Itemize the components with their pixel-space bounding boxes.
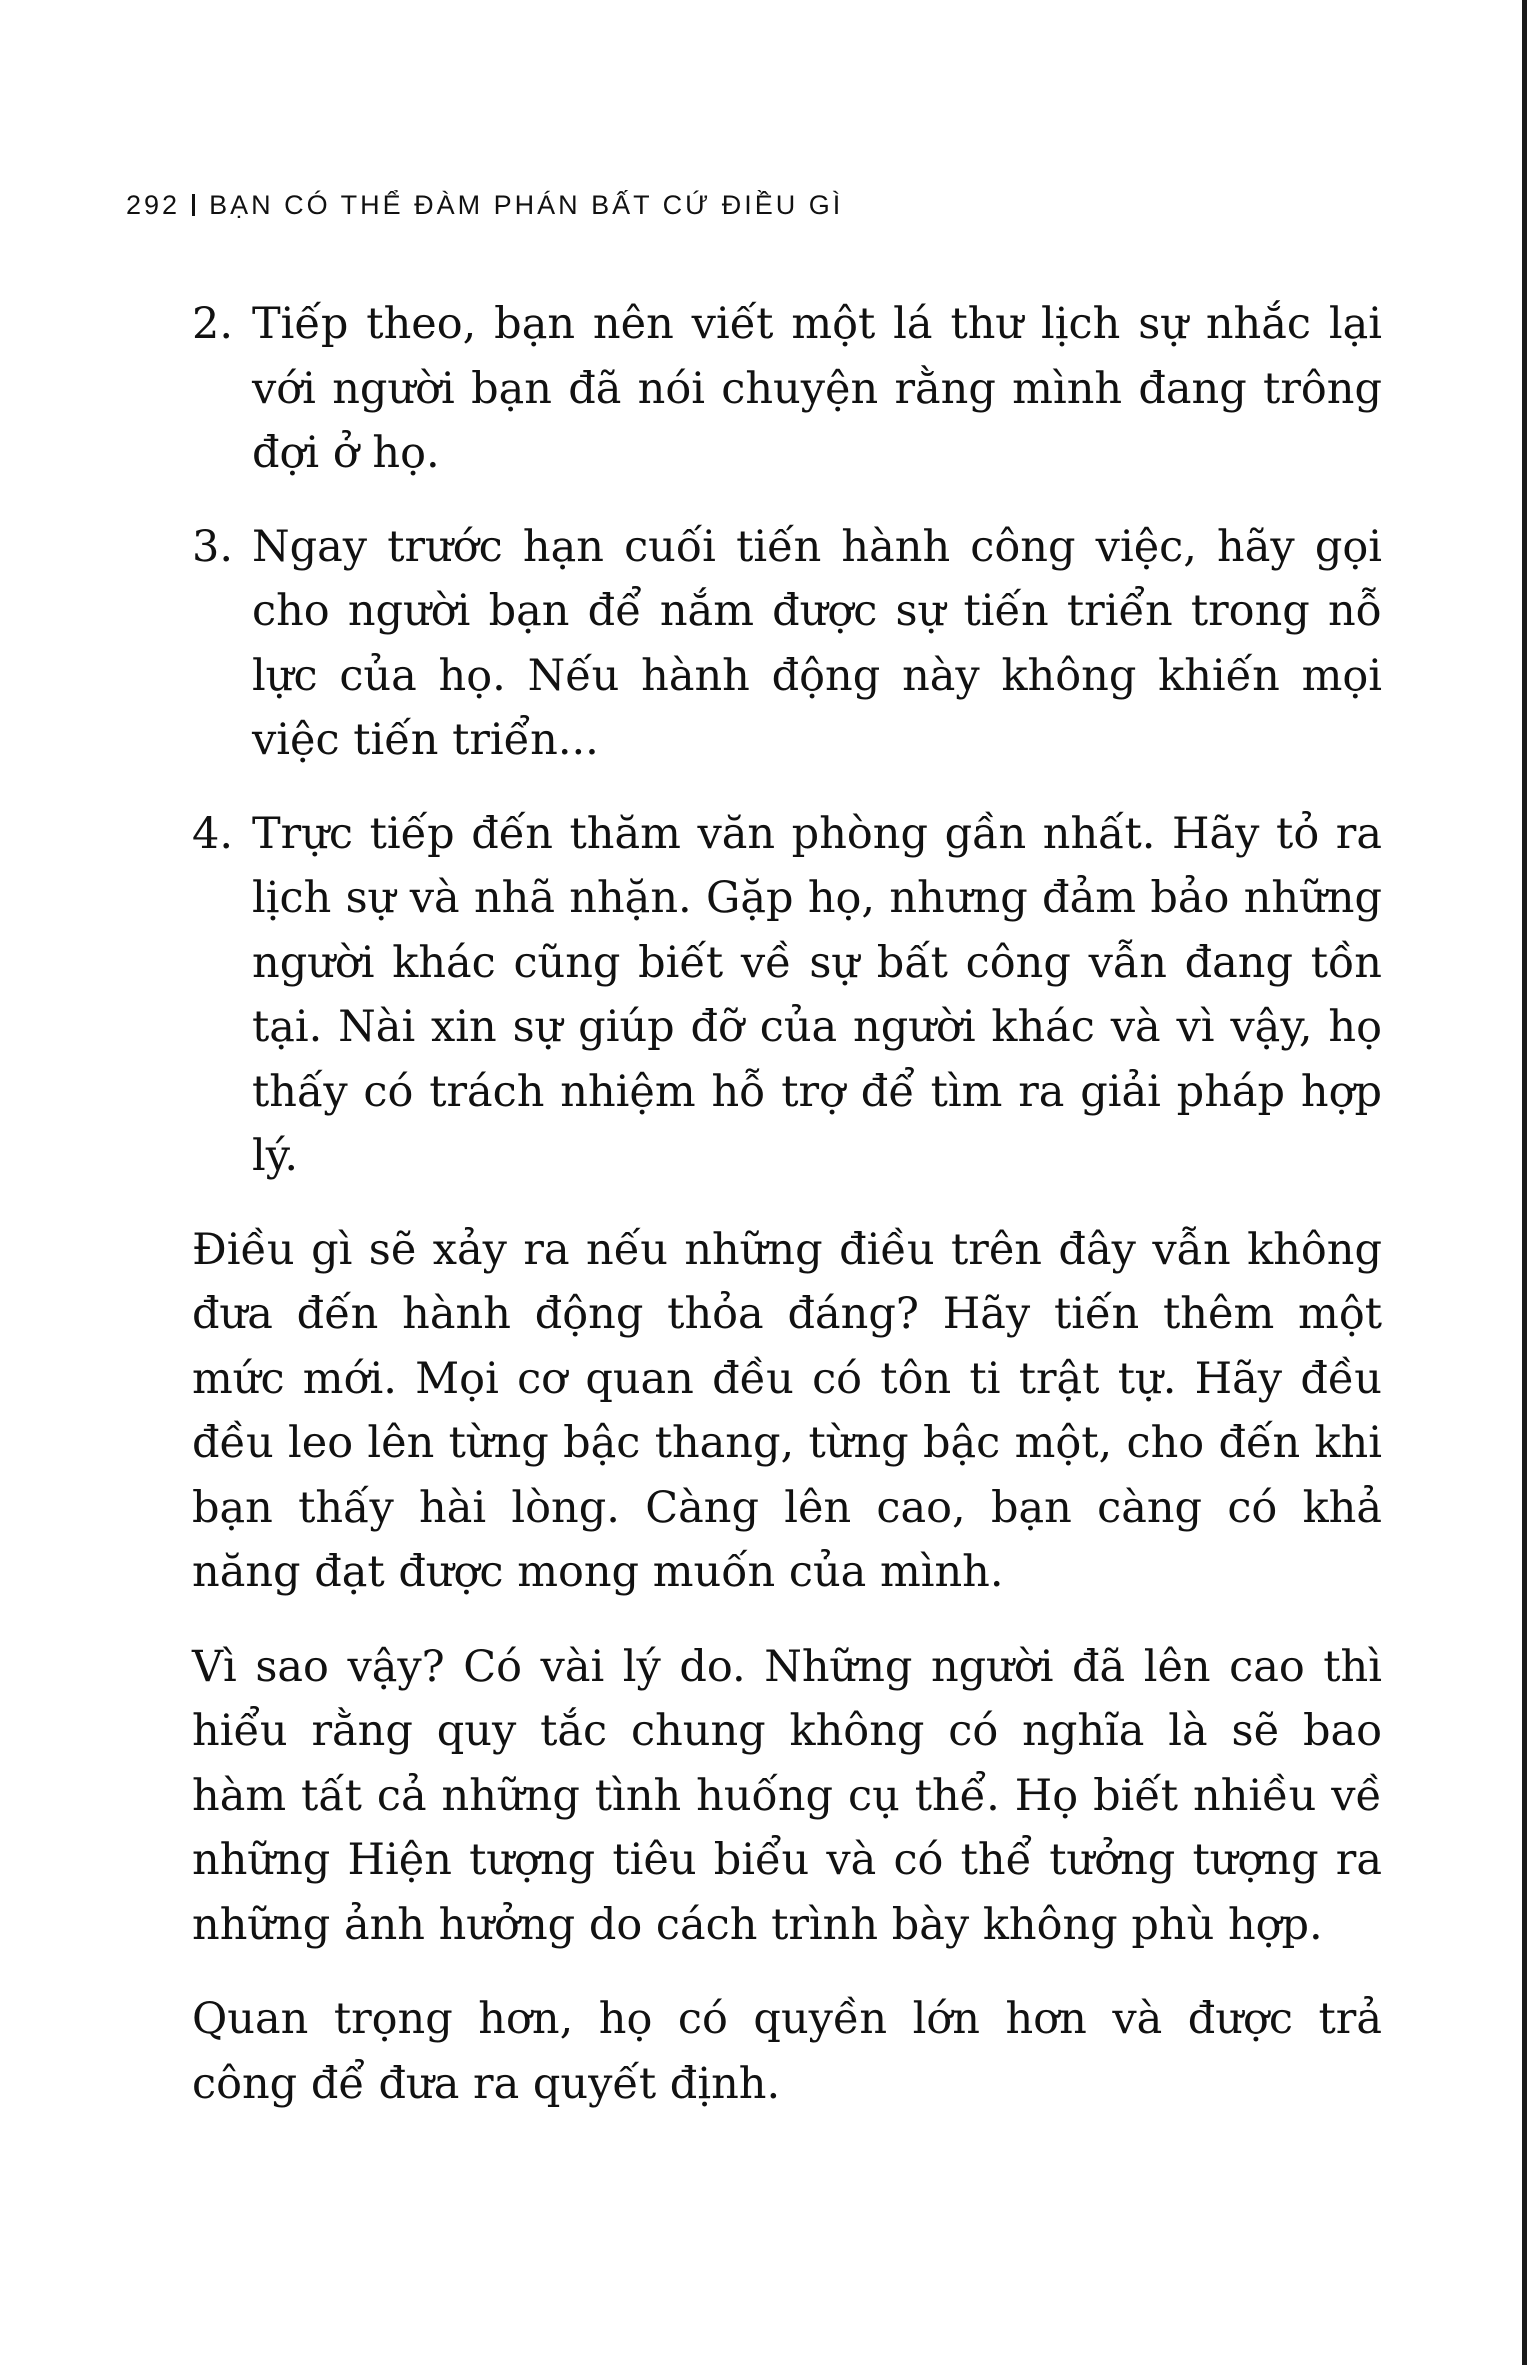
list-item-text: Ngay trước hạn cuối tiến hành công việc, hãy gọi cho người bạn để nắm được sự tiến triển trong nỗ lực của họ. Nếu hành động này không khiến mọi việc tiến triển... <box>252 521 1382 765</box>
list-item-number: 2. <box>192 299 234 349</box>
page-edge-rule <box>1522 0 1527 2365</box>
list-item <box>192 292 1382 486</box>
numbered-list <box>192 292 1382 1189</box>
list-item <box>192 515 1382 773</box>
list-item-text: Tiếp theo, bạn nên viết một lá thư lịch sự nhắc lại với người bạn đã nói chuyện rằng mình đang trông đợi ở họ. <box>252 299 1382 478</box>
list-item <box>192 802 1382 1189</box>
page-number: 292 <box>126 190 181 220</box>
running-header <box>126 190 843 221</box>
page-body <box>192 292 1382 2116</box>
list-item-text: Trực tiếp đến thăm văn phòng gần nhất. Hãy tỏ ra lịch sự và nhã nhặn. Gặp họ, nhưng đảm bảo những người khác cũng biết về sự bất công vẫn đang tồn tại. Nài xin sự giúp đỡ của người khác và vì vậy, họ thấy có trách nhiệm hỗ trợ để tìm ra giải pháp hợp lý. <box>252 808 1382 1181</box>
body-paragraph: Vì sao vậy? Có vài lý do. Những người đã lên cao thì hiểu rằng quy tắc chung không có nghĩa là sẽ bao hàm tất cả những tình huống cụ thể. Họ biết nhiều về những Hiện tượng tiêu biểu và có thể tưởng tượng ra những ảnh hưởng do cách trình bày không phù hợp. <box>192 1641 1382 1950</box>
list-item-number: 3. <box>192 521 234 572</box>
body-paragraph: Điều gì sẽ xảy ra nếu những điều trên đây vẫn không đưa đến hành động thỏa đáng? Hãy tiến thêm một mức mới. Mọi cơ quan đều có tôn ti trật tự. Hãy đều đều leo lên từng bậc thang, từng bậc một, cho đến khi bạn thấy hài lòng. Càng lên cao, bạn càng có khả năng đạt được mong muốn của mình. <box>192 1224 1382 1597</box>
header-separator <box>192 194 195 216</box>
body-paragraph: Quan trọng hơn, họ có quyền lớn hơn và được trả công để đưa ra quyết định. <box>192 1994 1382 2109</box>
list-item-number: 4. <box>192 808 234 859</box>
book-title: BẠN CÓ THỂ ĐÀM PHÁN BẤT CỨ ĐIỀU GÌ <box>209 190 844 220</box>
